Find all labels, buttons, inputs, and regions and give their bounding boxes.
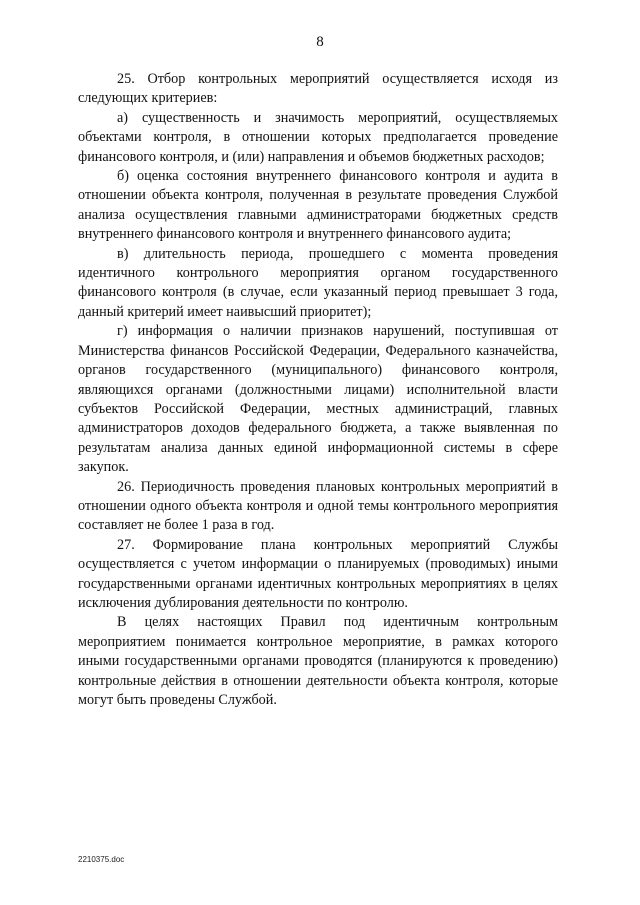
footer-filename: 2210375.doc bbox=[78, 855, 125, 864]
page-number: 8 bbox=[316, 34, 324, 50]
paragraph-definition: В целях настоящих Правил под идентичным контрольным мероприятием понимается контрольное мероприятие, в рамках которого иными государственными органами проводятся (планируются к проведению) контрольные действия в отношении деятельности объекта контроля, которые могут быть проведены Службой. bbox=[78, 614, 558, 708]
paragraph-criterion-v: в) длительность периода, прошедшего с момента проведения идентичного контрольного мероприятия органом государственного финансового контроля (в случае, если указанный период превышает 3 года, данный критерий имеет наивысший приоритет); bbox=[78, 245, 558, 320]
paragraph-26: 26. Периодичность проведения плановых контрольных мероприятий в отношении одного объекта контроля и одной темы контрольного мероприятия составляет не более 1 раза в год. bbox=[78, 478, 558, 534]
paragraph-25-intro: 25. Отбор контрольных мероприятий осуществляется исходя из следующих критериев: bbox=[78, 71, 558, 107]
paragraph-criterion-a: а) существенность и значимость мероприятий, осуществляемых объектами контроля, в отношении которых предполагается проведение финансового контроля, и (или) направления и объемов бюджетных расходов; bbox=[78, 109, 558, 165]
document-body bbox=[78, 70, 558, 710]
paragraph-criterion-g: г) информация о наличии признаков нарушений, поступившая от Министерства финансов Российской Федерации, Федерального казначейства, органов государственного (муниципального) финансового контроля, являющихся органами (должностными лицами) исполнительной власти субъектов Российской Федерации, местных администраций, главных администраторов доходов федерального бюджета, а также выявленная по результатам анализа данных единой информационной системы в сфере закупок. bbox=[78, 323, 558, 476]
paragraph-criterion-b: б) оценка состояния внутреннего финансового контроля и аудита в отношении объекта контроля, полученная в результате проведения Службой анализа осуществления главными администраторами бюджетных средств внутреннего финансового контроля и внутреннего финансового аудита; bbox=[78, 168, 558, 243]
paragraph-27: 27. Формирование плана контрольных мероприятий Службы осуществляется с учетом информации о планируемых (проводимых) иными государственными органами идентичных контрольных мероприятиях в целях исключения дублирования деятельности по контролю. bbox=[78, 536, 558, 611]
